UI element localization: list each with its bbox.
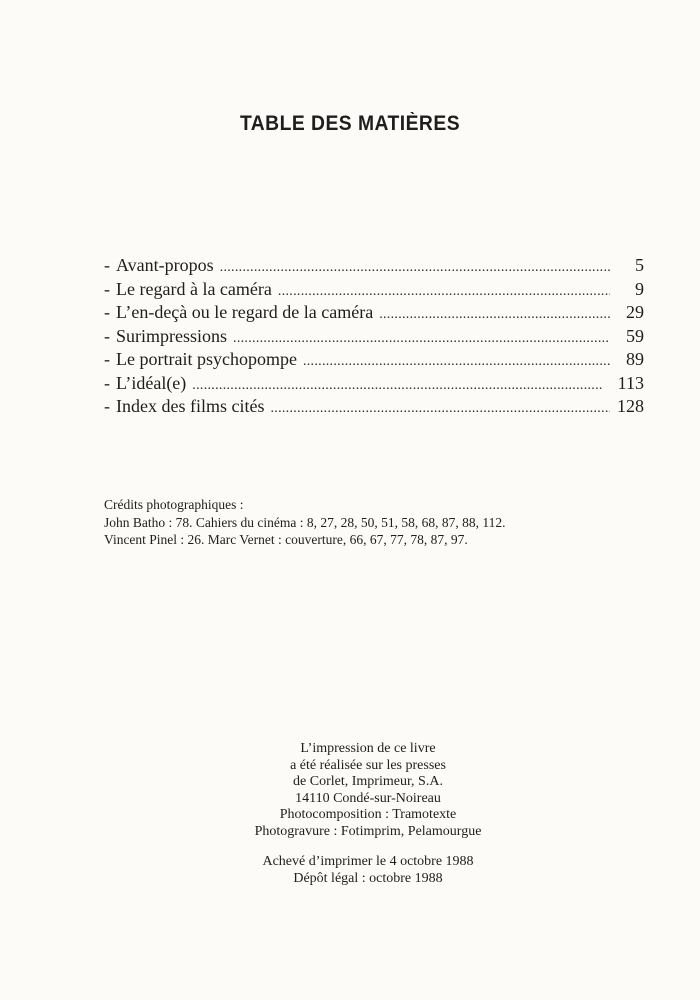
toc-entry-page: 128 bbox=[617, 396, 644, 416]
colophon-line: Photocomposition : Tramotexte bbox=[279, 807, 457, 822]
dot-leader bbox=[192, 374, 610, 398]
toc-entry-page: 59 bbox=[626, 325, 644, 346]
colophon-line: 14110 Condé-sur-Noireau bbox=[295, 790, 441, 806]
dot-leader bbox=[278, 280, 610, 304]
colophon-line: a été réalisée sur les presses bbox=[290, 757, 446, 773]
credits-heading: Crédits photographiques : bbox=[104, 497, 244, 512]
toc-dash: - bbox=[104, 255, 110, 275]
credits-line: John Batho : 78. Cahiers du cinéma : 8, 27, 28, 50, 51, 58, 68, 87, 88, 112. bbox=[104, 514, 506, 530]
toc-entry-label: Surimpressions bbox=[116, 325, 228, 346]
toc-dash: - bbox=[104, 325, 110, 346]
toc-entry-label: Le regard à la caméra bbox=[116, 278, 272, 299]
toc-entry[interactable] bbox=[104, 254, 644, 278]
toc-entry-label: Le portrait psychopompe bbox=[116, 349, 297, 369]
toc-dash: - bbox=[104, 302, 110, 322]
table-of-contents bbox=[104, 254, 644, 419]
legal-deposit: Dépôt légal : octobre 1988 bbox=[293, 870, 443, 886]
toc-entry-page: 9 bbox=[635, 278, 644, 299]
credits-line: Vincent Pinel : 26. Marc Vernet : couverture, 66, 67, 77, 78, 87, 97. bbox=[104, 532, 468, 547]
toc-entry-page: 113 bbox=[617, 372, 644, 393]
toc-entry[interactable] bbox=[104, 278, 644, 302]
colophon-line: L’impression de ce livre bbox=[300, 741, 436, 756]
dot-leader bbox=[220, 256, 610, 280]
photo-credits bbox=[104, 496, 664, 549]
toc-entry-label: Index des films cités bbox=[116, 396, 265, 416]
spacer bbox=[0, 840, 700, 854]
dot-leader bbox=[270, 397, 610, 421]
dot-leader bbox=[233, 327, 610, 351]
toc-entry[interactable] bbox=[104, 372, 644, 396]
toc-entry-label: Avant-propos bbox=[116, 255, 214, 275]
toc-entry[interactable] bbox=[104, 301, 644, 325]
toc-entry-page: 5 bbox=[635, 255, 644, 275]
toc-entry[interactable] bbox=[104, 325, 644, 349]
toc-entry[interactable] bbox=[104, 395, 644, 419]
toc-entry[interactable] bbox=[104, 348, 644, 372]
printing-date: Achevé d’imprimer le 4 octobre 1988 bbox=[262, 854, 474, 869]
page-title: TABLE DES MATIÈRES bbox=[239, 112, 461, 135]
toc-dash: - bbox=[104, 372, 110, 393]
colophon-line: de Corlet, Imprimeur, S.A. bbox=[293, 774, 443, 789]
toc-entry-label: L’idéal(e) bbox=[116, 372, 187, 393]
toc-dash: - bbox=[104, 349, 110, 369]
colophon bbox=[0, 741, 700, 887]
toc-entry-page: 89 bbox=[626, 349, 644, 369]
toc-dash: - bbox=[104, 278, 110, 299]
dot-leader bbox=[303, 350, 610, 374]
toc-dash: - bbox=[104, 396, 110, 416]
dot-leader bbox=[379, 303, 610, 327]
toc-entry-page: 29 bbox=[626, 302, 644, 322]
colophon-line: Photogravure : Fotimprim, Pelamourgue bbox=[254, 823, 482, 839]
toc-entry-label: L’en-deçà ou le regard de la caméra bbox=[116, 302, 374, 322]
